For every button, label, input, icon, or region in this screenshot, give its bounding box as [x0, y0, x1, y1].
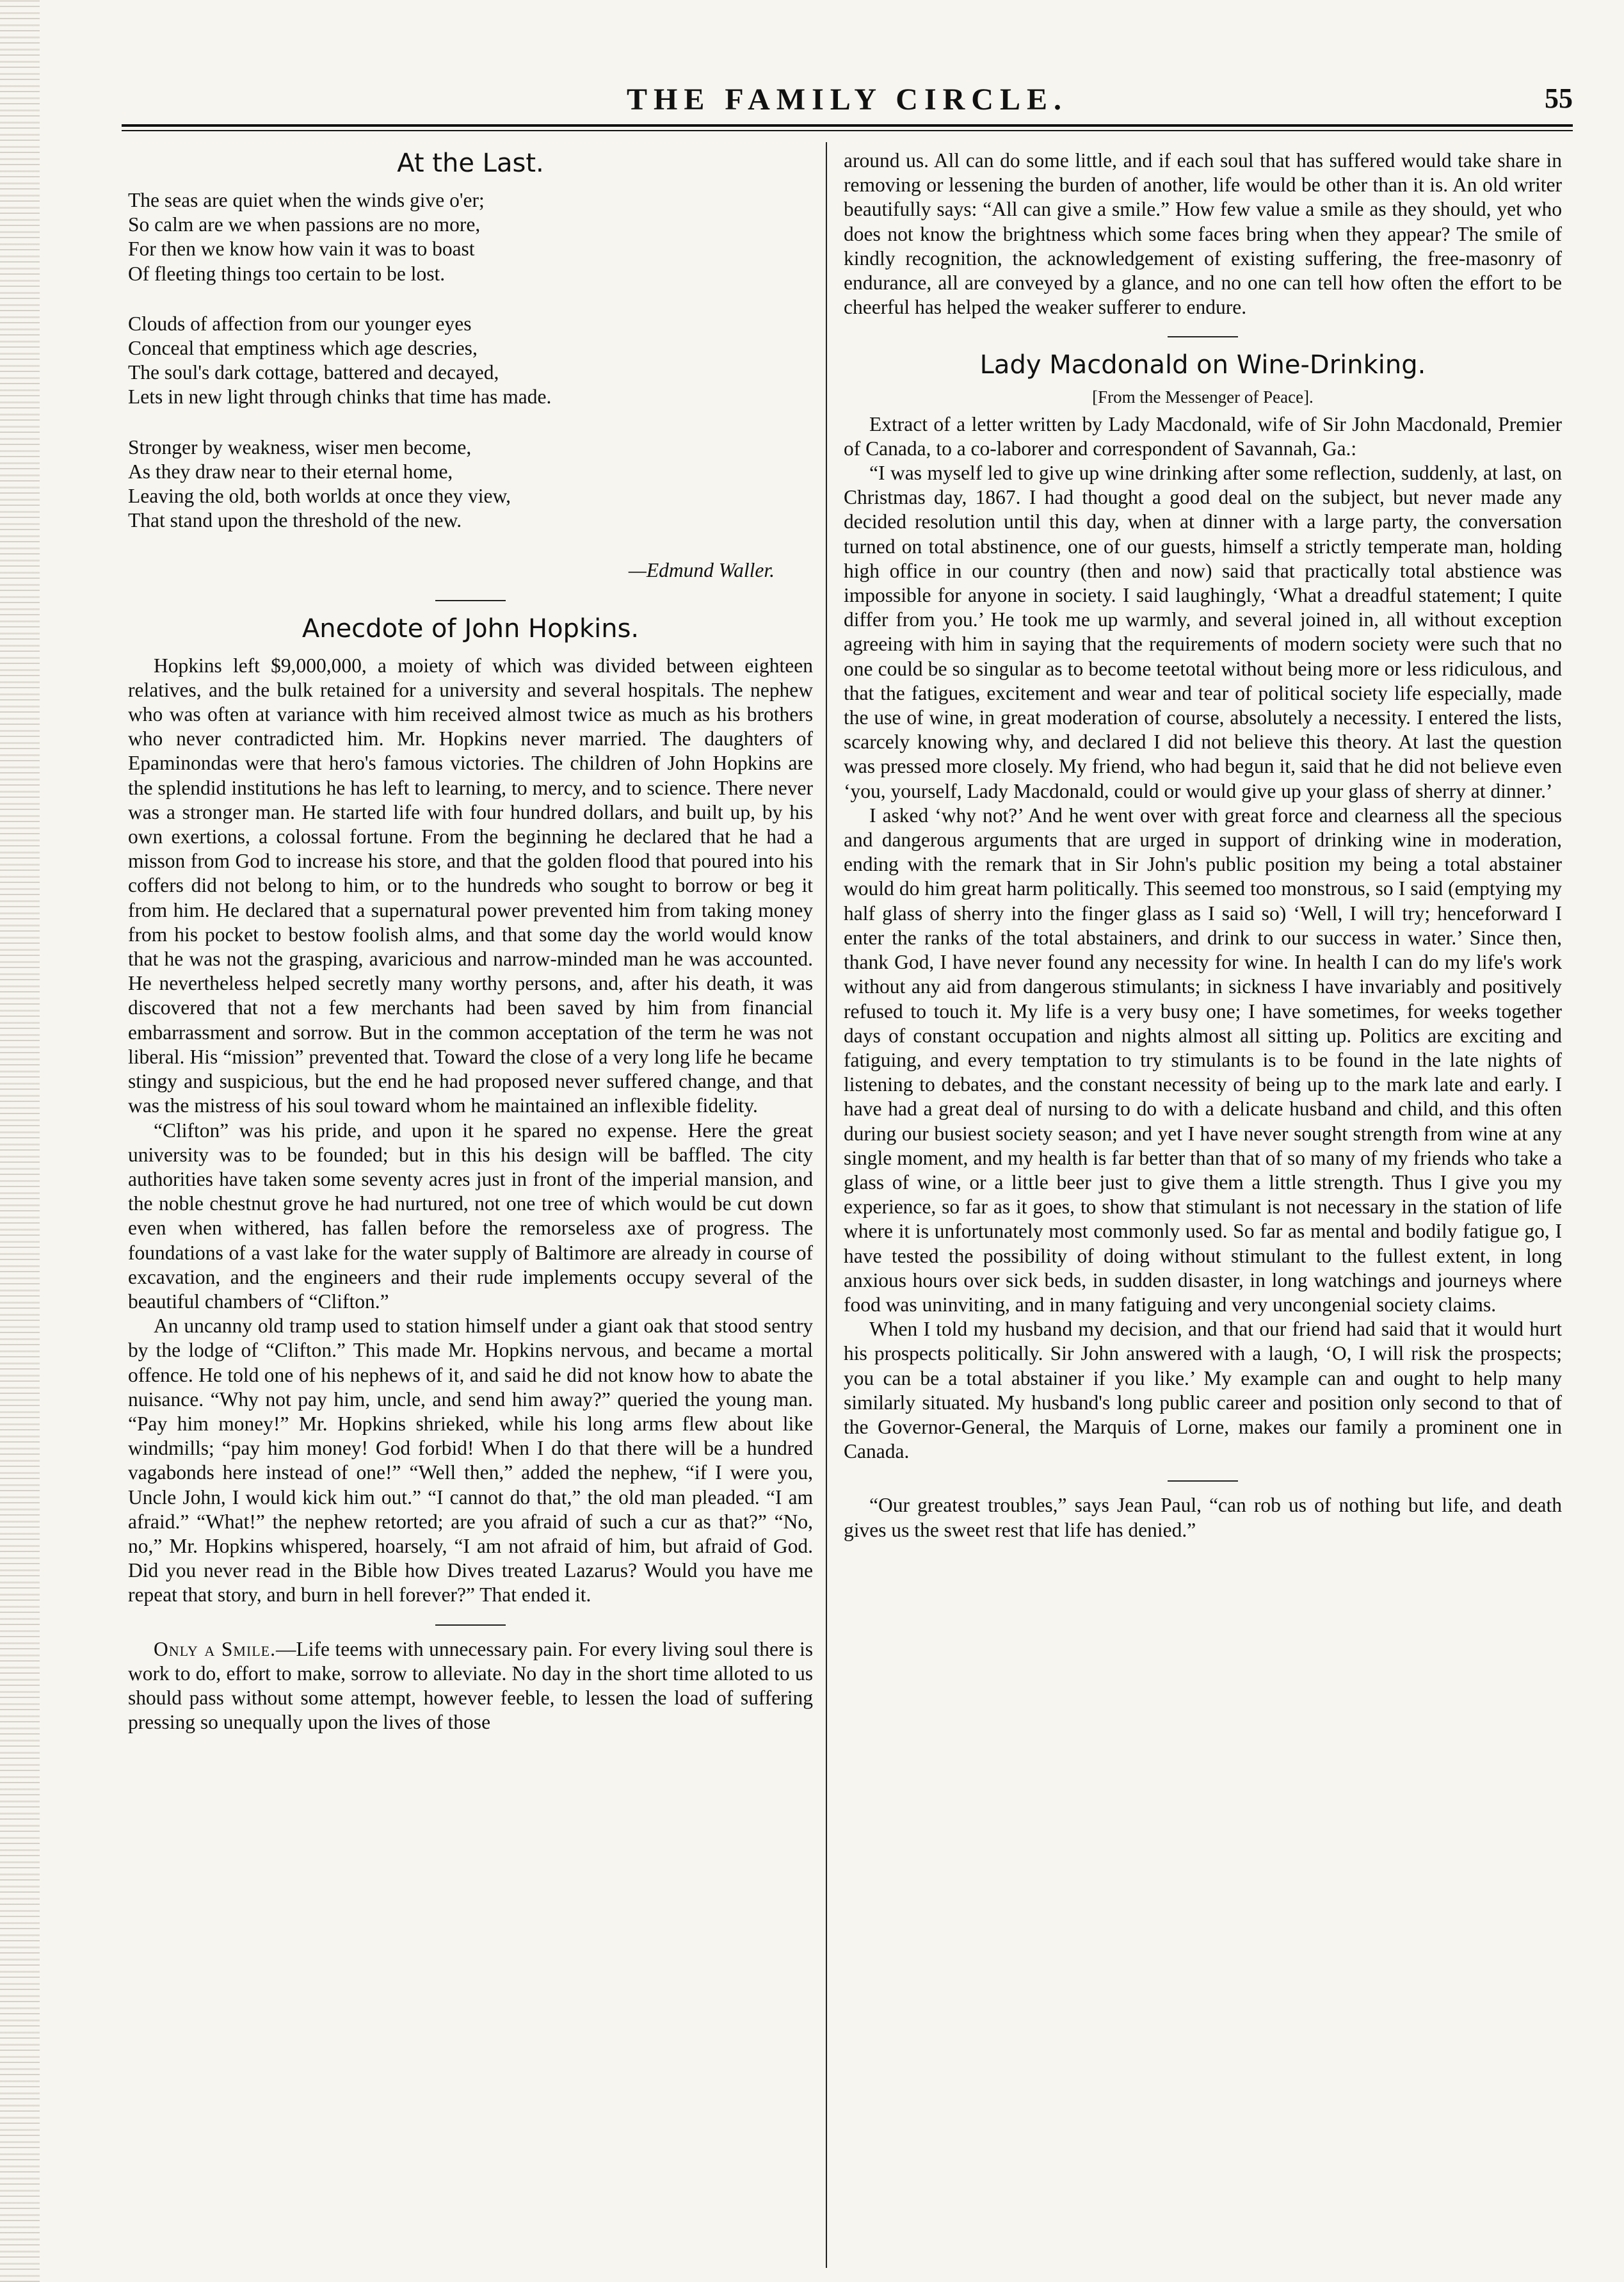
article-paragraph: “I was myself led to give up wine drinking after some reflection, suddenly, at last, on Christmas day, 1867. I had thought a good deal on the subject, but never made any decided resolution until this day, when at dinner with a large party, the conversation turned on total abstinence, one of our guests, himself a strictly temperate man, holding high office in our country (then and now) said that practically total abstience was impossible for anyone in society. I said laughingly, ‘What a dreadful statement; I quite differ from you.’ He took me up warmly, and several joined in, all without exception agreeing with him in saying that the requirements of modern society were such that no one could be so singular as to become teetotal without being more or less ridiculous, and that the fatigues, excitement and wear and tear of political society life especially, made the use of wine, in great moderation of course, absolutely a necessity. I entered the lists, scarcely knowing why, and declared I did not believe this theory. At last the question was pressed more closely. My friend, who had begun it, said that he did not believe even ‘you, yourself, Lady Macdonald, could or would give up your glass of sherry at dinner.’ [844, 462, 1562, 802]
poem-stanza [128, 435, 813, 533]
poem-line: Clouds of affection from our younger eyes [128, 312, 472, 335]
article-paragraph: An uncanny old tramp used to station himself under a giant oak that stood sentry by the lodge of “Clifton.” This made Mr. Hopkins nervous, and became a mortal offence. He told one of his nephews of it, and said he did not know how to abate the nuisance. “Why not pay him, uncle, and send him away?” queried the young man. “Pay him money!” Mr. Hopkins shrieked, while his long arms flew about like windmills; “pay him money! God forbid! When I do that there will be a hundred vagabonds here instead of one!” “Well then,” added the nephew, “if I were you, Uncle John, I would kick him out.” “I cannot do that,” the old man pleaded. “I am afraid.” “What!” the nephew retorted; are you afraid of such a cur as that?” “No, no,” Mr. Hopkins whispered, hoarsely, “I am not afraid of him, but afraid of God. Did you never read in the Bible how Dives treated Lazarus? Would you have me repeat that story, and burn in hell forever?” That ended it. [128, 1315, 813, 1606]
poem-line: So calm are we when passions are no more, [128, 213, 481, 236]
article-paragraph: Hopkins left $9,000,000, a moiety of which was divided between eighteen relatives, and the bulk retained for a university and several hospitals. The nephew who was often at variance with him received almost twice as much as his brothers who never contradicted him. Mr. Hopkins never married. The daughters of Epaminondas were that hero's famous victories. The children of John Hopkins are the splendid institutions he has left to learning, to mercy, and to science. There never was a stronger man. He started life with four hundred dollars, and built up, by his own exertions, a colossal fortune. From the beginning he declared that he had a misson from God to increase his store, and that the golden flood that poured into his coffers did not belong to him, or to the hundreds who sought to borrow or beg it from him. He declared that a supernatural power prevented him from taking money from his pocket to bestow foolish alms, and that some day the world would know that he was not the grasping, avaricious and narrow-minded man he was accounted. He nevertheless helped secretly many worthy persons, and, after his death, it was discovered that not a few merchants had been saved by him from financial embarrassment and sorrow. But in the common acceptation of the term he was not liberal. His “mission” prevented that. Toward the close of a very long life he became stingy and suspicious, but the end he had proposed never suffered change, and that was the mistress of his soul toward whom he maintained an inflexible fidelity. [128, 654, 813, 1117]
section-rule [1168, 336, 1238, 337]
article-paragraph [128, 1637, 813, 1735]
poem-line: The seas are quiet when the winds give o'er; [128, 189, 485, 211]
article-only-a-smile [128, 1637, 813, 1735]
article-lead-in: Only a Smile. [154, 1637, 276, 1660]
poem-line: For then we know how vain it was to boast [128, 238, 475, 261]
article-paragraph: When I told my husband my decision, and that our friend had said that it would hurt his prospects politically. Sir John answered with a laugh, ‘O, I will risk the prospects; you can be a total abstainer if you like.’ My example can and ought to help many similarly situated. My husband's long public career and position only second to that of the Governor-General, the Marquis of Lorne, makes our family a prominent one in Canada. [844, 1318, 1562, 1463]
article-title: Lady Macdonald on Wine-Drinking. [979, 350, 1426, 380]
article-paragraph: “Clifton” was his pride, and upon it he spared no expense. Here the great university was to be founded; but in this his design will be baffled. The city authorities have taken some seventy acres just in front of the imperial mansion, and the noble chestnut grove he had nurtured, not one tree of which would be cut down even when withered, has fallen before the remorseless axe of progress. The foundations of a vast lake for the water supply of Baltimore are already in course of excavation, and the engineers and their rude implements occupy several of the beautiful chambers of “Clifton.” [128, 1119, 813, 1313]
section-rule [435, 600, 506, 601]
poem-line: The soul's dark cottage, battered and decayed, [128, 361, 499, 384]
poem-line: That stand upon the threshold of the new. [128, 509, 462, 532]
poem-line: Of fleeting things too certain to be lost. [128, 262, 446, 285]
article-hopkins [128, 613, 813, 1608]
left-column [128, 147, 813, 1741]
poem-line: Leaving the old, both worlds at once they view, [128, 485, 511, 508]
section-rule [1168, 1480, 1238, 1482]
poem-attribution: —Edmund Waller. [628, 559, 775, 582]
right-column [844, 149, 1562, 1549]
article-only-a-smile-continued [844, 149, 1562, 320]
quote-jean-paul [844, 1493, 1562, 1542]
poem-stanza [128, 188, 813, 286]
page-header [122, 82, 1573, 120]
article-text: —Life teems with unnecessary pain. For every living soul there is work to do, effort to make, sorrow to alleviate. No day in the short time alloted to us should pass without some attempt, however feeble, to lessen the load of suffering pressing so unequally upon the lives of those [128, 1637, 814, 1734]
poem-title: At the Last. [397, 149, 544, 178]
poem-line: Lets in new light through chinks that time has made. [128, 385, 552, 409]
poem-at-the-last [128, 147, 813, 583]
article-paragraph: I asked ‘why not?’ And he went over with great force and clearness all the specious and dangerous arguments that are urged in support of drinking wine in moderation, ending with the remark that in Sir John's public position my being a total abstainer would do him great harm politically. This seemed too monstrous, so I said (emptying my half glass of sherry into the finger glass as I said so) ‘Well, I will try; henceforward I enter the ranks of the total abstainers, and drink to our success in water.’ Since then, thank God, I have never found any necessity for wine. In health I can do my life's work without any aid from dangerous stimulants; in sickness I have invariably and positively refused to touch it. My life is a very busy one; I have sometimes, for weeks together days of constant occupation and nights almost all sitting up. Politics are exciting and fatiguing, and every temptation to try stimulants is to be found in the late nights of listening to debates, and the constant necessity of being up to the mark late and early. I have had a great deal of nursing to do with a delicate husband and child, and this often during our busiest society season; and yet I have never sought strength from wine at any single moment, and my health is far better than that of so many of my friends who take a glass of wine, or a little beer just to give them a little strength. Thus I give you my experience, so far as it goes, to show that stimulant is not necessary in the station of life where it is unfortunately most commonly used. So far as mental and bodily fatigue go, I have tested the possibility of doing without stimulant to the fullest extent, in long anxious hours over sick beds, in sudden disaster, in long watchings and journeys where food was uninviting, and in many fatiguing and very uncongenial society claims. [844, 804, 1562, 1316]
article-title: Anecdote of John Hopkins. [301, 613, 639, 643]
poem-stanza [128, 312, 813, 410]
header-rule-thin [122, 130, 1573, 131]
poem-line: Stronger by weakness, wiser men become, [128, 435, 472, 458]
article-macdonald [844, 349, 1562, 1464]
article-paragraph: around us. All can do some little, and if each soul that has suffered would take share in removing or lessening the burden of another, life would be other than it is. An old writer beautifully says: “All can give a smile.” How few value a smile as they should, yet who does not know the brightness which some faces bring when they appear? The smile of kindly recognition, the acknowledgement of existing suffering, the free-masonry of endurance, all are conveyed by a glance, and no one can tell how often the effort to be cheerful has helped the weaker sufferer to endure. [844, 149, 1562, 319]
page-number: 55 [1545, 83, 1573, 114]
poem-line: Conceal that emptiness which age descries, [128, 337, 478, 360]
scanned-page-edge [0, 0, 40, 2282]
poem-line: As they draw near to their eternal home, [128, 460, 453, 483]
article-paragraph: Extract of a letter written by Lady Macdonald, wife of Sir John Macdonald, Premier of Canada, to a co-laborer and correspondent of Savannah, Ga.: [844, 412, 1562, 460]
section-rule [435, 1624, 506, 1626]
header-rule-thick [122, 124, 1573, 127]
publication-title: THE FAMILY CIRCLE. [627, 83, 1068, 117]
column-divider [826, 142, 827, 2268]
quote-text: “Our greatest troubles,” says Jean Paul, “can rob us of nothing but life, and death gives us the sweet rest that life has denied.” [844, 1494, 1562, 1541]
article-source: [From the Messenger of Peace]. [1092, 387, 1314, 407]
